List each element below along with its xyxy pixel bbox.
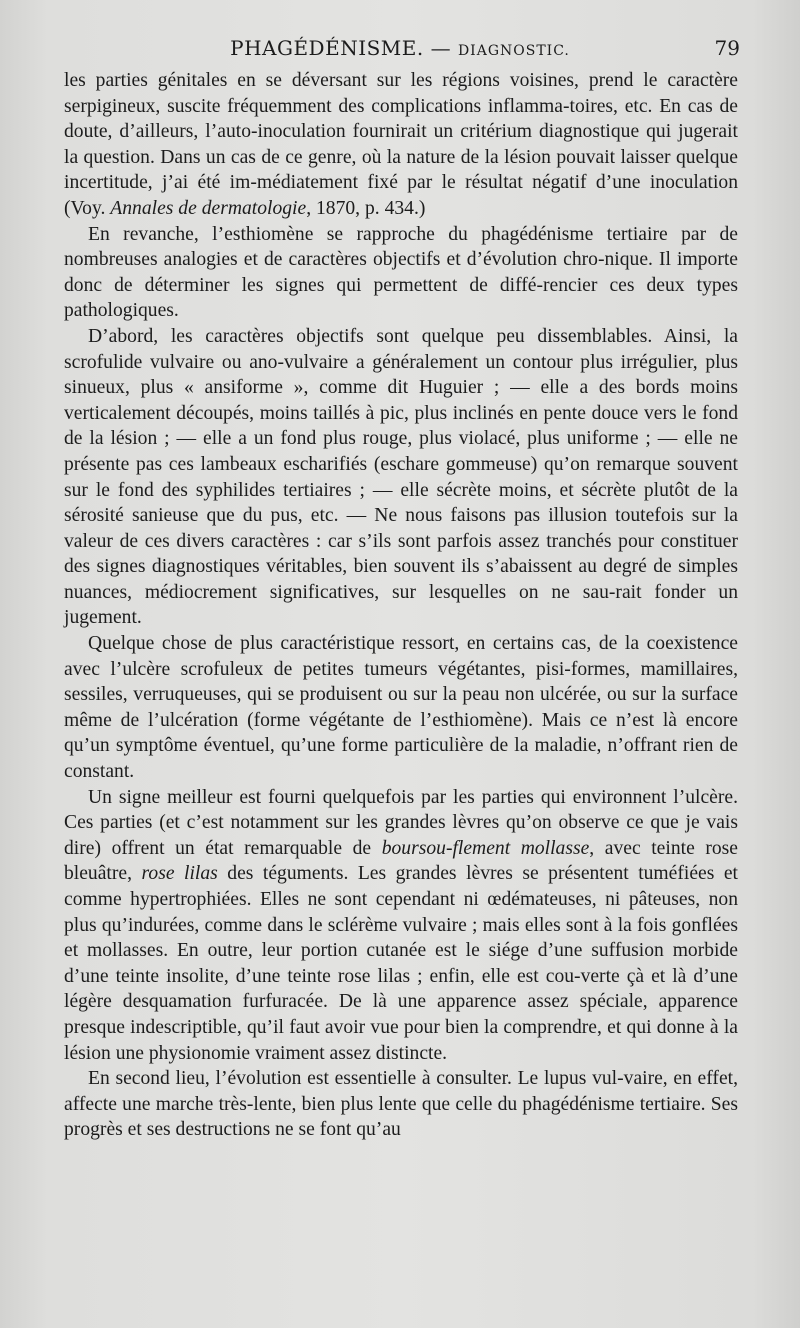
paragraph-evolution xyxy=(64,1066,738,1143)
text-segment: les parties génitales en se déversant sur les régions voisines, prend le caractère serpigineux, suscite fréquemment des complications inflamma-toires, etc. En cas de doute, d’ailleurs, l’auto-inoculation fournirait un critérium diagnostique qui jugerait la question. Dans un cas de ce genre, où la nature de la lésion pouvait laisser quelque incertitude, j’ai été im-médiatement fixé par le résultat négatif d’une inoculation (Voy. xyxy=(64,70,738,219)
italic-text-segment: Annales de dermatologie xyxy=(110,197,307,219)
body-text xyxy=(64,68,738,1143)
text-segment: des téguments. Les grandes lèvres se présentent tuméfiées et comme hypertrophiées. Elles ne sont cependant ni œdémateuses, ni pâteuses, non plus qu’indurées, comme dans le sclérème vulvaire ; mais elles sont à la fois gonflées et mollasses. En outre, leur portion cutanée est le siége d’une suffusion morbide d’une teinte insolite, d’une teinte rose lilas ; enfin, elle est cou-verte çà et là d’une légère desquamation furfuracée. De là une apparence assez spéciale, apparence presque indescriptible, qu’il faut avoir vue pour bien la comprendre, et qui donne à la lésion une physionomie vraiment assez distincte. xyxy=(64,863,738,1064)
text-segment: Un signe meilleur est fourni quelquefois par les parties qui environnent l’ulcère. Ces parties (et c’est notamment sur les grandes lèvres qu’on observe ce que je vais dire) offrent un état remarquable de xyxy=(64,786,738,859)
running-title xyxy=(60,36,740,60)
paragraph-caracteres-objectifs xyxy=(64,324,738,631)
text-segment: , 1870, p. 434.) xyxy=(306,197,426,219)
paragraph-signe-meilleur xyxy=(64,785,738,1067)
paragraph-continuation xyxy=(64,68,738,222)
page-number: 79 xyxy=(714,36,740,60)
running-header xyxy=(60,34,740,64)
running-title-main: PHAGÉDÉNISME. xyxy=(230,36,424,60)
paragraph-esthiomene xyxy=(64,222,738,324)
running-title-dash: — xyxy=(430,36,452,60)
italic-text-segment: boursou-flement mollasse xyxy=(381,837,590,859)
text-segment: En revanche, l’esthiomène se rapproche du phagédénisme tertiaire par de nombreuses analogies et de caractères objectifs et d’évolution chro-nique. Il importe donc de déterminer les signes qui permettent de diffé-rencier ces deux types pathologiques. xyxy=(64,223,738,322)
text-segment: , avec teinte rose bleuâtre, xyxy=(64,837,738,885)
running-title-section: DIAGNOSTIC. xyxy=(457,43,570,59)
italic-text-segment: rose lilas xyxy=(141,863,218,885)
paragraph-tumeurs-vegetantes xyxy=(64,631,738,785)
text-segment: En second lieu, l’évolution est essentielle à consulter. Le lupus vul-vaire, en effet, affecte une marche très-lente, bien plus lente que celle du phagédénisme tertiaire. Ses progrès et ses destructions ne se font qu’au xyxy=(64,1068,738,1141)
text-segment: D’abord, les caractères objectifs sont quelque peu dissemblables. Ainsi, la scrofulide vulvaire ou ano-vulvaire a généralement un contour plus irrégulier, plus sinueux, plus « ansiforme », comme dit Huguier ; — elle a des bords moins verticalement découpés, moins taillés à pic, plus inclinés en pente douce vers le fond de la lésion ; — elle a un fond plus rouge, plus violacé, plus uniforme ; — elle ne présente pas ces lambeaux escharifiés (eschare gommeuse) qu’on remarque souvent sur le fond des syphilides tertiaires ; — elle sécrète moins, et sécrète plutôt de la sérosité sanieuse que du pus, etc. — Ne nous faisons pas illusion toutefois sur la valeur de ces divers caractères : car s’ils sont parfois assez tranchés pour constituer des signes diagnostiques véritables, bien souvent ils s’abaissent au degré de simples nuances, médiocrement significatives, sur lesquelles on ne sau-rait fonder un jugement. xyxy=(64,325,738,629)
text-segment: Quelque chose de plus caractéristique ressort, en certains cas, de la coexistence avec l’ulcère scrofuleux de petites tumeurs végétantes, pisi-formes, mamillaires, sessiles, verruqueuses, qui se produisent ou sur la peau non ulcérée, ou sur la surface même de l’ulcération (forme végétante de l’esthiomène). Mais ce n’est là encore qu’un symptôme éventuel, qu’une forme particulière de la maladie, n’offrant rien de constant. xyxy=(64,633,738,783)
